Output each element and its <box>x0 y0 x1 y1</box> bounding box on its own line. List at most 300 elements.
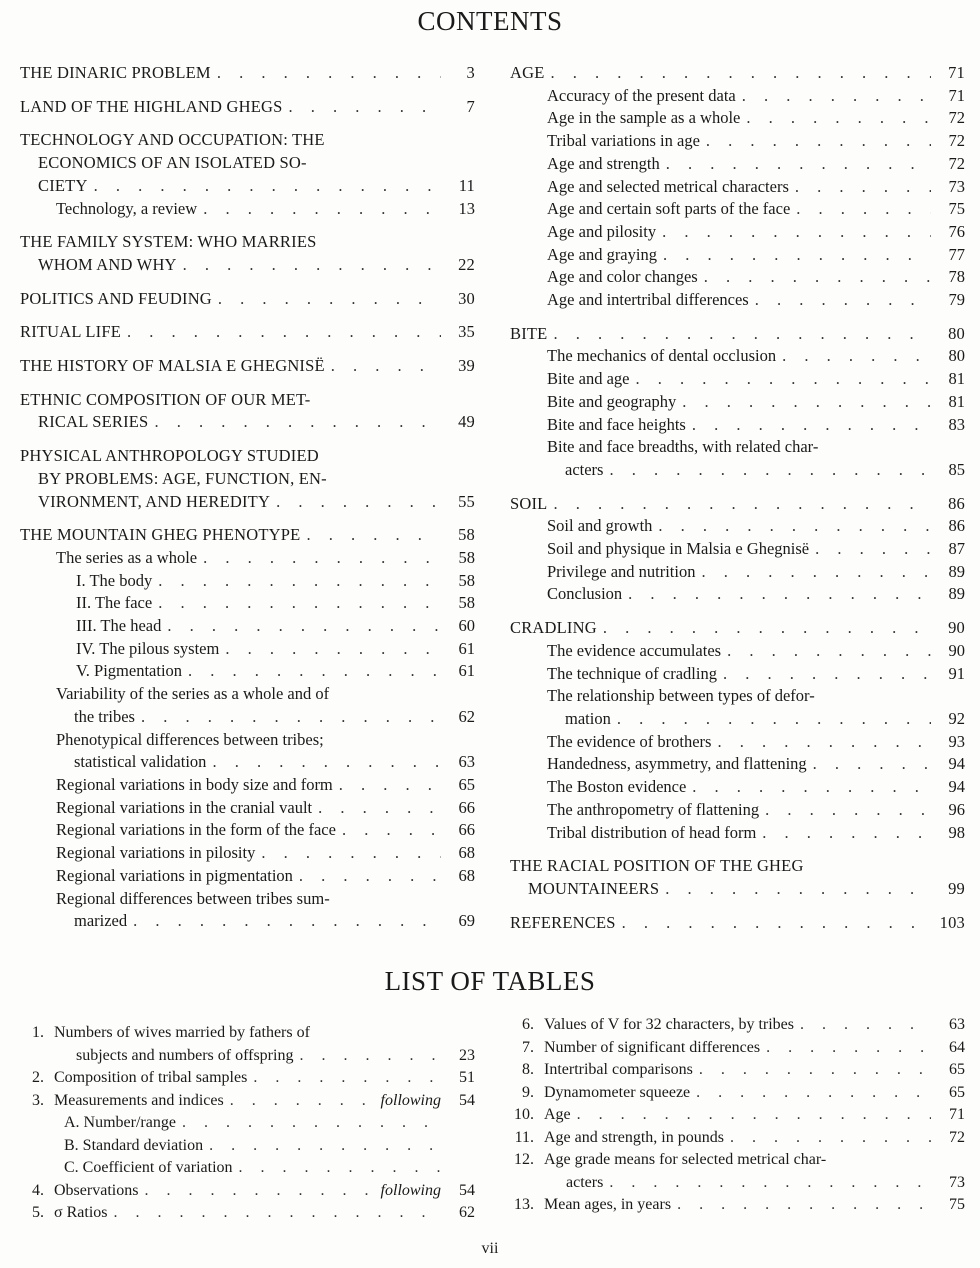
entry-text: acters <box>565 459 604 479</box>
entry-text: The mechanics of dental occlusion <box>547 346 777 366</box>
dot-leader <box>756 822 931 845</box>
entry-line <box>510 912 965 935</box>
entry-text: CRADLING <box>510 618 597 638</box>
table-entry <box>512 1082 965 1105</box>
entry-line <box>547 85 965 108</box>
entry-text: THE DINARIC PROBLEM <box>20 63 211 82</box>
table-number: 4. <box>32 1181 44 1199</box>
page-number: 80 <box>948 346 965 366</box>
entry-line <box>547 107 965 130</box>
page-number: 22 <box>458 254 475 274</box>
contents-entry <box>510 822 965 845</box>
entry-text: marized <box>74 911 128 931</box>
contents-entry <box>20 615 475 638</box>
entry-line <box>64 1112 475 1135</box>
dot-leader <box>177 254 441 277</box>
entry-text: Age in the sample as a whole <box>547 108 741 128</box>
page-number: 58 <box>458 525 475 545</box>
dot-leader <box>693 1059 931 1082</box>
dot-leader <box>790 198 931 221</box>
entry-line <box>547 153 965 176</box>
dot-leader <box>690 1082 931 1105</box>
dot-leader <box>698 266 931 289</box>
page-number: 64 <box>949 1038 965 1056</box>
entry-line <box>547 459 965 482</box>
dot-leader <box>197 198 441 221</box>
contents-entry <box>510 266 965 289</box>
entry-line <box>544 1082 965 1105</box>
entry-line <box>20 468 475 491</box>
page-number: 7 <box>466 96 475 116</box>
contents-entry <box>510 515 965 538</box>
dot-leader <box>282 96 441 119</box>
entry-line <box>54 1180 475 1203</box>
entry-line <box>544 1104 965 1127</box>
entry-text: Conclusion <box>547 584 623 604</box>
page-number: 89 <box>948 561 965 581</box>
entry-line <box>547 640 965 663</box>
dot-leader <box>686 776 931 799</box>
table-number: 6. <box>522 1016 534 1033</box>
table-number: 10. <box>514 1106 534 1123</box>
contents-entry <box>510 561 965 584</box>
page-number: 66 <box>458 820 475 840</box>
page-number: 60 <box>458 616 475 636</box>
contents-entry <box>510 663 965 686</box>
page-number: 61 <box>458 661 475 681</box>
entry-line <box>547 198 965 221</box>
dot-leader <box>233 1157 441 1180</box>
dot-leader <box>686 414 931 437</box>
dot-leader <box>108 1202 441 1225</box>
entry-text: PHYSICAL ANTHROPOLOGY STUDIED <box>20 446 319 466</box>
tables-right-column <box>512 1014 965 1217</box>
contents-entry <box>20 729 475 774</box>
dot-leader <box>293 1045 441 1068</box>
entry-line <box>20 524 475 547</box>
page-number: 54 <box>459 1181 475 1199</box>
contents-entry <box>20 797 475 820</box>
dot-leader <box>657 244 931 267</box>
dot-leader <box>247 1067 441 1090</box>
page-number: 65 <box>949 1061 965 1078</box>
contents-entry <box>20 96 475 119</box>
page-number: 68 <box>458 843 475 863</box>
entry-text: Regional variations in the form of the face <box>56 820 336 840</box>
page-number: 65 <box>949 1083 965 1101</box>
page-number: 81 <box>948 369 965 389</box>
dot-leader <box>182 660 441 683</box>
entry-text: Privilege and nutrition <box>547 561 696 581</box>
dot-leader <box>597 617 931 640</box>
page-number: 81 <box>948 391 965 411</box>
page-number: 72 <box>949 1128 965 1146</box>
entry-line <box>76 638 475 661</box>
contents-entry <box>20 129 475 197</box>
dot-leader <box>717 663 931 686</box>
dot-leader <box>721 640 931 663</box>
page-number: 94 <box>948 754 965 774</box>
table-number: 11. <box>514 1128 534 1146</box>
entry-text: Age and certain soft parts of the face <box>547 199 791 219</box>
entry-line <box>547 515 965 538</box>
entry-text: SOIL <box>510 493 548 513</box>
entry-text: Accuracy of the present data <box>547 85 736 105</box>
entry-text: THE HISTORY OF MALSIA E GHEGNISË <box>20 356 325 376</box>
page-number: vii <box>481 1240 499 1257</box>
dot-leader <box>203 1135 441 1158</box>
entry-line <box>20 129 475 152</box>
entry-line <box>547 753 965 776</box>
contents-entry <box>20 288 475 311</box>
table-entry <box>512 1127 965 1150</box>
page-number: 99 <box>948 878 965 898</box>
entry-line <box>547 583 965 606</box>
contents-entry <box>510 436 965 481</box>
entry-line <box>56 842 475 865</box>
table-number: 1. <box>32 1024 44 1041</box>
list-of-tables-title: LIST OF TABLES <box>384 966 596 996</box>
contents-entry <box>20 683 475 728</box>
entry-text: subjects and numbers of offspring <box>76 1046 294 1064</box>
dot-leader <box>760 1037 931 1060</box>
entry-line <box>510 62 965 85</box>
entry-text: Age and graying <box>547 244 657 264</box>
entry-text: ECONOMICS OF AN ISOLATED SO- <box>38 153 307 173</box>
entry-text: Age and pilosity <box>547 221 657 241</box>
contents-entry <box>510 244 965 267</box>
page-number: 58 <box>458 570 475 590</box>
table-entry <box>22 1180 475 1203</box>
entry-text: Observations <box>54 1181 139 1199</box>
table-number: 8. <box>522 1061 534 1078</box>
dot-leader <box>127 910 441 933</box>
page-number: 87 <box>948 539 965 559</box>
entry-line <box>547 663 965 686</box>
entry-line <box>76 615 475 638</box>
dot-leader <box>789 176 931 199</box>
entry-text: A. Number/range <box>64 1114 176 1131</box>
contents-entry <box>510 731 965 754</box>
entry-text: MOUNTAINEERS <box>528 878 660 898</box>
table-entry <box>22 1112 475 1135</box>
contents-entry <box>20 547 475 570</box>
dot-leader <box>652 515 931 538</box>
entry-line <box>20 96 475 119</box>
dot-leader <box>547 493 931 516</box>
entry-line <box>544 1014 965 1037</box>
entry-line <box>547 368 965 391</box>
page-number: 23 <box>459 1046 475 1064</box>
dot-leader <box>161 615 441 638</box>
entry-text: Tribal distribution of head form <box>547 822 757 842</box>
page-number: 89 <box>948 584 965 604</box>
contents-entry <box>510 391 965 414</box>
page-number: 66 <box>458 797 475 817</box>
entry-text: THE FAMILY SYSTEM: WHO MARRIES <box>20 232 317 252</box>
entry-text: Bite and face heights <box>547 414 686 434</box>
page-number: 72 <box>948 153 965 173</box>
entry-text: Handedness, asymmetry, and flattening <box>547 754 807 774</box>
page-number: 103 <box>939 912 965 932</box>
entry-text: I. The body <box>76 570 153 590</box>
entry-text: Regional differences between tribes sum- <box>56 888 330 908</box>
entry-line <box>56 865 475 888</box>
page-number: 90 <box>948 618 965 638</box>
contents-entry <box>510 368 965 391</box>
contents-entry <box>20 774 475 797</box>
entry-line <box>54 1022 475 1045</box>
entry-line <box>56 888 475 911</box>
dot-leader <box>152 570 441 593</box>
page-number: 79 <box>948 290 965 310</box>
dot-leader <box>270 491 441 514</box>
entry-line <box>54 1090 475 1113</box>
entry-text: B. Standard deviation <box>64 1136 204 1154</box>
page-number: 3 <box>466 63 475 82</box>
contents-entry <box>510 289 965 312</box>
contents-entry <box>20 638 475 661</box>
contents-entry <box>20 524 475 547</box>
page-number: 77 <box>948 244 965 264</box>
page-number: 58 <box>458 593 475 613</box>
page-number: 51 <box>459 1069 475 1086</box>
contents-entry <box>510 855 965 900</box>
page-number: 83 <box>948 414 965 434</box>
dot-leader <box>794 1014 931 1037</box>
entry-text: C. Coefficient of variation <box>64 1159 233 1176</box>
page-number: 68 <box>458 865 475 885</box>
entry-text: Age <box>544 1106 571 1123</box>
entry-text: The Boston evidence <box>547 777 687 797</box>
entry-line <box>547 130 965 153</box>
entry-text: Soil and growth <box>547 516 653 536</box>
page-number: 63 <box>949 1016 965 1033</box>
page-number: 71 <box>948 85 965 105</box>
contents-entry <box>510 198 965 221</box>
page-number: 72 <box>948 131 965 151</box>
dot-leader <box>740 107 931 130</box>
entry-text: Regional variations in body size and form <box>56 774 333 794</box>
contents-entry <box>20 570 475 593</box>
contents-entry <box>20 842 475 865</box>
entry-text: The evidence of brothers <box>547 731 712 751</box>
contents-entry <box>510 130 965 153</box>
entry-text: THE MOUNTAIN GHEG PHENOTYPE <box>20 525 301 545</box>
dot-leader <box>656 221 931 244</box>
contents-entry <box>20 660 475 683</box>
page-number: 91 <box>948 663 965 683</box>
entry-line <box>56 547 475 570</box>
entry-line <box>547 685 965 708</box>
entry-suffix: following <box>380 1091 441 1109</box>
entry-text: Soil and physique in Malsia e Ghegnisë <box>547 539 810 559</box>
page-number: 93 <box>948 731 965 751</box>
entry-line <box>547 391 965 414</box>
entry-text: BY PROBLEMS: AGE, FUNCTION, EN- <box>38 468 327 488</box>
page-number: 73 <box>949 1173 965 1191</box>
entry-line <box>510 617 965 640</box>
entry-line <box>510 878 965 901</box>
entry-text: V. Pigmentation <box>76 661 183 681</box>
entry-line <box>547 345 965 368</box>
entry-text: IV. The pilous system <box>76 638 220 658</box>
dot-leader <box>224 1090 377 1113</box>
entry-line <box>547 538 965 561</box>
dot-leader <box>212 288 441 311</box>
contents-entry <box>20 888 475 933</box>
entry-text: RICAL SERIES <box>38 412 149 432</box>
entry-line <box>76 660 475 683</box>
page-number: 80 <box>948 323 965 343</box>
dot-leader <box>736 85 931 108</box>
dot-leader <box>197 547 441 570</box>
table-number: 2. <box>32 1069 44 1086</box>
entry-text: ETHNIC COMPOSITION OF OUR MET- <box>20 389 311 409</box>
entry-text: RITUAL LIFE <box>20 322 122 342</box>
dot-leader <box>211 62 441 85</box>
contents-entry <box>510 538 965 561</box>
dot-leader <box>629 368 931 391</box>
page-number: 86 <box>948 516 965 536</box>
entry-line <box>547 561 965 584</box>
tables-left-column <box>22 1022 475 1225</box>
entry-text: Mean ages, in years <box>544 1196 672 1213</box>
table-entry <box>22 1090 475 1113</box>
dot-leader <box>711 731 931 754</box>
dot-leader <box>611 708 931 731</box>
entry-text: The relationship between types of defor- <box>547 686 815 706</box>
entry-line <box>20 175 475 198</box>
entry-text: POLITICS AND FEUDING <box>20 288 212 308</box>
entry-text: Age and color changes <box>547 267 698 287</box>
entry-line <box>544 1172 965 1195</box>
entry-line <box>56 706 475 729</box>
contents-entry <box>510 323 965 346</box>
entry-text: II. The face <box>76 593 153 613</box>
entry-line <box>64 1135 475 1158</box>
entry-line <box>544 1194 965 1217</box>
entry-line <box>547 414 965 437</box>
dot-leader <box>749 289 931 312</box>
table-entry <box>512 1194 965 1217</box>
dot-leader <box>545 62 931 85</box>
entry-line <box>544 1127 965 1150</box>
dot-leader <box>603 1172 931 1195</box>
page-number: 96 <box>948 799 965 819</box>
page-number: 62 <box>458 706 475 726</box>
dot-leader <box>724 1127 931 1150</box>
entry-line <box>56 797 475 820</box>
dot-leader <box>148 411 441 434</box>
entry-line <box>56 774 475 797</box>
contents-entry <box>510 62 965 85</box>
page-number: 54 <box>459 1091 475 1109</box>
page-number: 63 <box>458 752 475 772</box>
page-number: 71 <box>948 63 965 82</box>
dot-leader <box>809 538 931 561</box>
contents-entry <box>510 640 965 663</box>
entry-line <box>544 1037 965 1060</box>
dot-leader <box>700 130 931 153</box>
dot-leader <box>176 1112 441 1135</box>
page-number: 13 <box>458 198 475 218</box>
dot-leader <box>300 524 441 547</box>
entry-line <box>76 592 475 615</box>
entry-line <box>54 1067 475 1090</box>
contents-entry <box>510 912 965 935</box>
contents-left-column <box>20 62 475 933</box>
entry-text: THE RACIAL POSITION OF THE GHEG <box>510 856 804 876</box>
contents-entry <box>510 617 965 640</box>
table-entry <box>512 1037 965 1060</box>
dot-leader <box>312 797 441 820</box>
dot-leader <box>138 1180 376 1203</box>
dot-leader <box>293 865 441 888</box>
table-number: 13. <box>514 1196 534 1213</box>
page-number <box>441 1157 475 1180</box>
entry-text: Age and strength, in pounds <box>544 1128 724 1146</box>
dot-leader <box>206 751 441 774</box>
entry-line <box>56 198 475 221</box>
entry-line <box>20 152 475 175</box>
contents-entry <box>510 685 965 730</box>
entry-text: LAND OF THE HIGHLAND GHEGS <box>20 96 283 116</box>
page-number: 94 <box>948 777 965 797</box>
entry-text: Age and intertribal differences <box>547 290 749 310</box>
dot-leader <box>152 592 441 615</box>
entry-line <box>20 231 475 254</box>
entry-text: AGE <box>510 63 545 82</box>
dot-leader <box>88 175 441 198</box>
entry-line <box>76 570 475 593</box>
entry-text: BITE <box>510 323 548 343</box>
entry-text: statistical validation <box>74 752 207 772</box>
table-entry <box>512 1149 965 1194</box>
entry-text: VIRONMENT, AND HEREDITY <box>38 491 271 511</box>
dot-leader <box>659 878 931 901</box>
page-number: 30 <box>458 288 475 308</box>
page-number: 86 <box>948 493 965 513</box>
page-number: 76 <box>948 221 965 241</box>
contents-entry <box>20 231 475 276</box>
page-number: 49 <box>458 412 475 432</box>
entry-line <box>547 776 965 799</box>
entry-line <box>547 244 965 267</box>
entry-suffix: following <box>380 1181 441 1199</box>
contents-entry <box>510 221 965 244</box>
entry-line <box>20 62 475 85</box>
page-number: 55 <box>458 491 475 511</box>
page-number <box>441 1135 475 1158</box>
page-number: 65 <box>458 774 475 794</box>
dot-leader <box>219 638 441 661</box>
entry-text: REFERENCES <box>510 912 616 932</box>
entry-line <box>547 221 965 244</box>
contents-entry <box>510 493 965 516</box>
page-number: 98 <box>948 822 965 842</box>
entry-line <box>547 731 965 754</box>
table-entry <box>22 1135 475 1158</box>
entry-line <box>56 751 475 774</box>
dot-leader <box>759 799 931 822</box>
entry-text: Number of significant differences <box>544 1038 761 1056</box>
entry-text: CIETY <box>38 175 88 195</box>
table-number: 3. <box>32 1091 44 1109</box>
entry-line <box>20 411 475 434</box>
entry-line <box>510 323 965 346</box>
entry-text: Regional variations in pilosity <box>56 843 256 863</box>
